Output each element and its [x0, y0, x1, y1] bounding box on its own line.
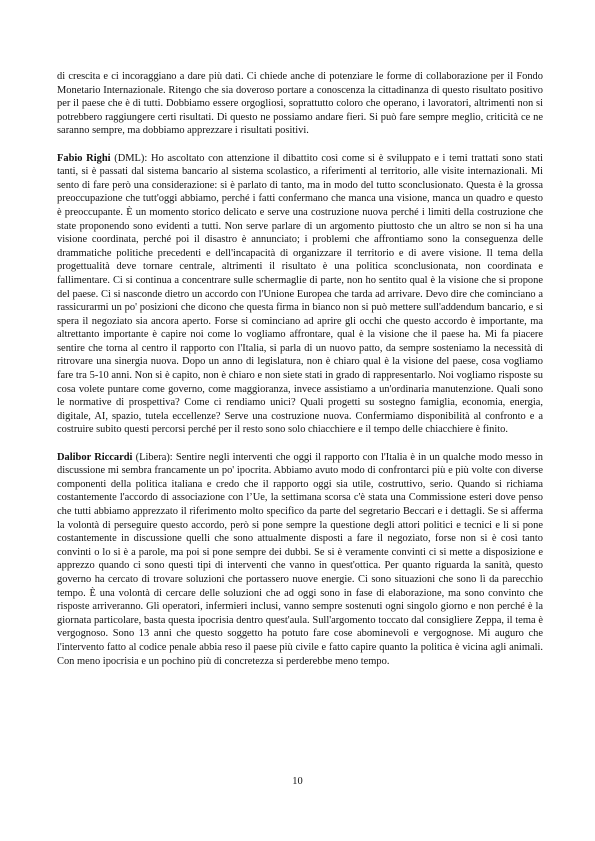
- speaker-affiliation: (Libera):: [132, 451, 176, 463]
- document-body: [57, 70, 543, 668]
- page-number: 10: [292, 776, 303, 787]
- paragraph-dalibor-riccardi: [57, 451, 543, 669]
- paragraph-fabio-righi: [57, 152, 543, 437]
- speaker-name: Dalibor Riccardi: [57, 451, 133, 463]
- paragraph-text: Sentire negli interventi che oggi il rapporto con l'Italia è in un qualche modo messo in discussione mi sembra francamente un po' ipocrita. Abbiamo avuto modo di confrontarci più e più volte con diverse componenti della politica italiana e credo che il rapporto oggi sia utile, costruttivo, serio. Quando si richiama costantemente l'accordo di associazione con l’Ue, la settimana scorsa c'è stata una Commissione esteri dove penso che tutti abbiamo apprezzato il riferimento molto specifico da parte del segretario Beccari e i dettagli. Se si afferma la volontà di perseguire questo accordo, però si pone sempre la questione degli attori politici e tecnici e li si pone costantemente in discussione quelli che sono attualmente disposti a fare il negoziato, forse non si è così tanto convinti o lo si è a parole, ma poi si pone sempre dei dubbi. Se si è veramente convinti ci si mette a disposizione e apprezzo quando ci sono questi tipi di interventi che vanno in quest'ottica. Per quanto riguarda la sanità, questo governo ha cercato di trovare soluzioni che portassero nuove energie. Ci sono situazioni che sono lì da parecchio tempo. È una volontà di cercare delle soluzioni che ad oggi sono in fase di elaborazione, ma sono convinto che risposte arriveranno. Gli operatori, infermieri inclusi, vanno sempre sostenuti ogni singolo giorno e non perché è la giornata particolare, basta questa ipocrisia dentro quest'aula. Sull'argomento toccato dal consigliere Zeppa, il tema è vergognoso. Sono 13 anni che questo soggetto ha potuto fare cose abominevoli e vergognose. Mi auguro che l'intervento fatto al codice penale abbia reso il paese più civile e fatto capire quanto la politica è vicina agli animali. Con meno ipocrisia e un pochino più di concretezza si perderebbe meno tempo.: [57, 451, 543, 667]
- paragraph-text: di crescita e ci incoraggiano a dare più dati. Ci chiede anche di potenziare le forme di collaborazione per il Fondo Monetario Internazionale. Ritengo che sia doveroso portare a conoscenza la cittadinanza di questo risultato positivo per il paese che è di tutti. Dobbiamo essere orgogliosi, soprattutto coloro che operano, i lavoratori, altrimenti non si potrebbero raggiungere certi risultati. Di questo ne possiamo andare fieri. Si può fare sempre meglio, criticità ce ne saranno sempre, ma dobbiamo apprezzare i risultati positivi.: [57, 71, 543, 137]
- paragraph-spacer: [57, 437, 543, 451]
- speaker-affiliation: (DML):: [110, 152, 151, 164]
- paragraph-spacer: [57, 138, 543, 152]
- paragraph-continuation: [57, 70, 543, 138]
- paragraph-text: Ho ascoltato con attenzione il dibattito così come si è sviluppato e i temi trattati sono stati tanti, si è passati dal sistema bancario al sistema scolastico, a riferimenti al territorio, alle visite internazionali. Mi sento di fare però una considerazione: si è parlato di tanto, ma in modo del tutto sconclusionato. Questa è la grossa preoccupazione che tutt'oggi abbiamo, perché i fatti confermano che manca una visione, manca un quadro e questo è preoccupante. È un momento storico delicato e serve una costruzione nuova perché i limiti della costruzione che state proponendo sono evidenti a tutti. Non serve parlare di un argomento piuttosto che un altro se non si ha una visione coordinata, perché poi il disastro è annunciato; i problemi che affrontiamo sono la conseguenza delle drammatiche politiche precedenti e dell'incapacità di organizzare il territorio e di avere visione. Il tema della progettualità deve tornare centrale, altrimenti il risultato è una politica sconclusionata, non coordinata e fallimentare. Ci si continua a concentrare sulle schermaglie di parte, non ho sentito qual è la visione che si propone del paese. Ci si nasconde dietro un accordo con l'Unione Europea che tarda ad arrivare. Devo dire che cominciano a rassicurarmi un po' posizioni che dicono che questa firma in bianco non si può mettere sull'addendum bancario, e si spera il negoziato sia ancora aperto. Forse si cominciano ad aprire gli occhi che questo accordo è importante, ma altrettanto importante è capire noi come lo vogliamo affrontare, qual è la visione che il paese ha. Mi fa piacere sentire che torna al centro il rapporto con l'Italia, si parla di un nuovo patto, da sempre sosteniamo la necessità di ritrovare una sinergia nuova. Dopo un anno di legislatura, non è chiaro qual è la visione del paese, cosa vogliamo fare tra 5-10 anni. Non si è capito, non è chiaro e non siete stati in grado di rappresentarlo. Noi vogliamo risposte su cosa volete puntare come governo, come maggioranza, invece assistiamo a un'ordinaria manutenzione. Quali sono le normative di prospettiva? Come ci rendiamo unici? Quali progetti su sostegno famiglia, economia, energia, digitale, AI, spazio, tutela eccellenze? Serve una costruzione nuova. Confermiamo disponibilità al confronto e a costruire subito questi percorsi perché per il resto sono solo chiacchiere e il tempo delle chiacchiere è finito.: [57, 152, 543, 436]
- speaker-name: Fabio Righi: [57, 152, 111, 164]
